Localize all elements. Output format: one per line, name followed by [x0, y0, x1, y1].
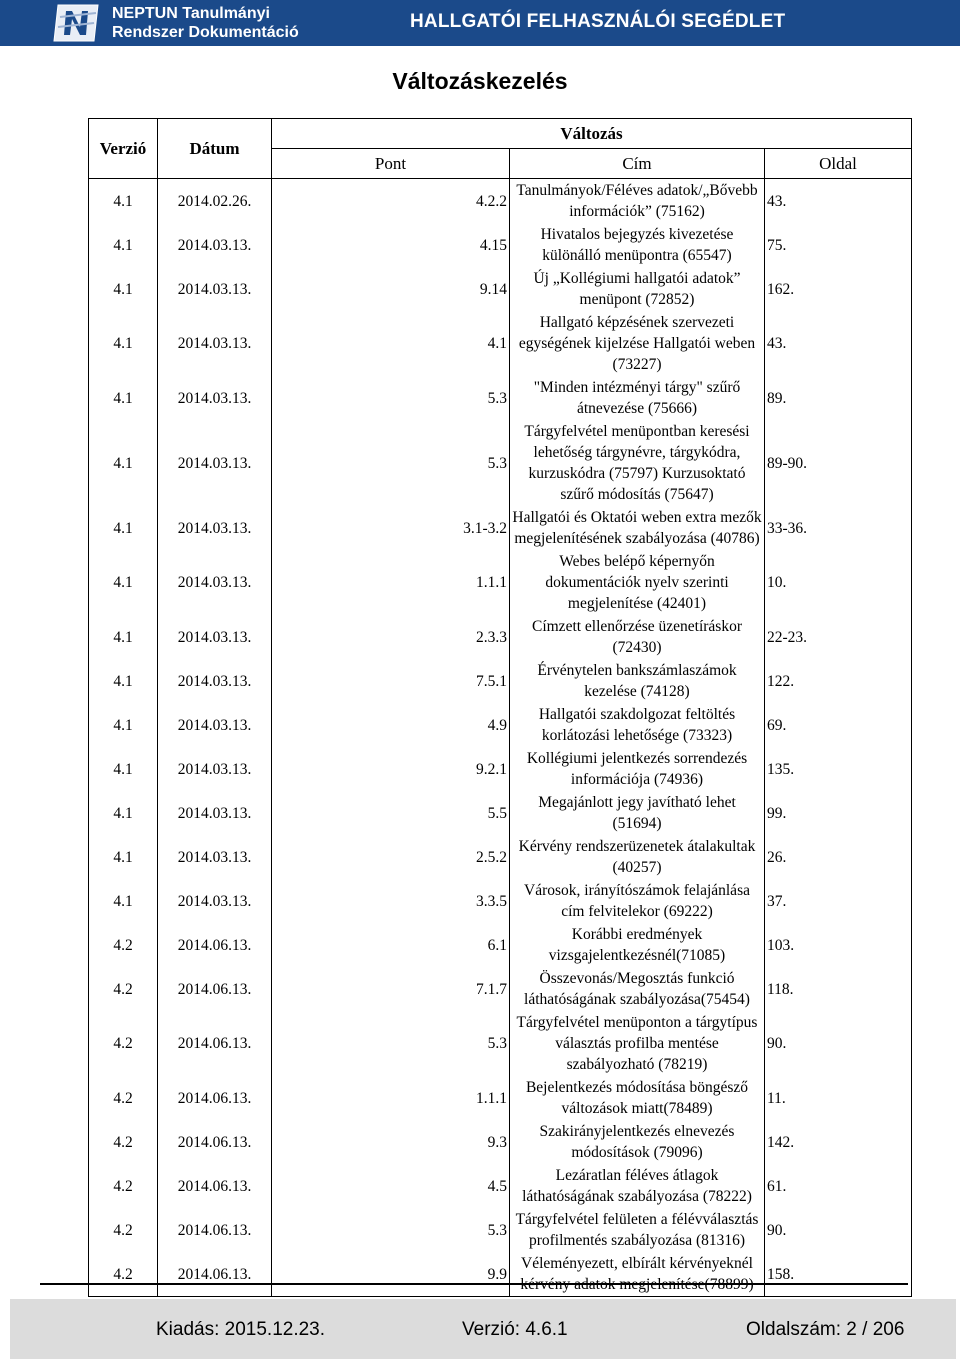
- row-point: 5.5: [272, 791, 510, 835]
- row-version: 4.1: [89, 615, 158, 659]
- row-title: Hallgatói és Oktatói weben extra mezők megjelenítésének szabályozása (40786): [510, 506, 765, 550]
- row-date: 2014.03.13.: [158, 659, 272, 703]
- row-title: "Minden intézményi tárgy" szűrő átnevezése (75666): [510, 376, 765, 420]
- row-page: 43.: [765, 311, 912, 376]
- row-page: 135.: [765, 747, 912, 791]
- row-version: 4.1: [89, 179, 158, 224]
- row-date: 2014.06.13.: [158, 1252, 272, 1297]
- table-row: [89, 420, 912, 506]
- row-title: Hallgatói szakdolgozat feltöltés korlátozási lehetősége (73323): [510, 703, 765, 747]
- row-version: 4.1: [89, 506, 158, 550]
- row-date: 2014.03.13.: [158, 550, 272, 615]
- row-title: Lezáratlan féléves átlagok láthatóságának szabályozása (78222): [510, 1164, 765, 1208]
- row-date: 2014.06.13.: [158, 967, 272, 1011]
- row-title: Városok, irányítószámok felajánlása cím felvitelekor (69222): [510, 879, 765, 923]
- row-page: 89-90.: [765, 420, 912, 506]
- row-page: 26.: [765, 835, 912, 879]
- row-point: 4.2.2: [272, 179, 510, 224]
- table-row: [89, 267, 912, 311]
- row-date: 2014.06.13.: [158, 1011, 272, 1076]
- row-date: 2014.03.13.: [158, 703, 272, 747]
- row-version: 4.1: [89, 747, 158, 791]
- header-point: Pont: [272, 149, 510, 179]
- row-page: 90.: [765, 1011, 912, 1076]
- table-row: [89, 550, 912, 615]
- row-title: Új „Kollégiumi hallgatói adatok” menüpont (72852): [510, 267, 765, 311]
- row-page: 99.: [765, 791, 912, 835]
- row-date: 2014.03.13.: [158, 615, 272, 659]
- row-point: 6.1: [272, 923, 510, 967]
- row-version: 4.2: [89, 967, 158, 1011]
- row-page: 118.: [765, 967, 912, 1011]
- row-page: 90.: [765, 1208, 912, 1252]
- row-version: 4.2: [89, 1208, 158, 1252]
- header-change: Változás: [272, 119, 912, 149]
- row-title: Érvénytelen bankszámlaszámok kezelése (74128): [510, 659, 765, 703]
- table-row: [89, 376, 912, 420]
- row-date: 2014.02.26.: [158, 179, 272, 224]
- row-version: 4.1: [89, 879, 158, 923]
- table-row: [89, 1011, 912, 1076]
- row-point: 9.2.1: [272, 747, 510, 791]
- page-title: Változáskezelés: [392, 68, 568, 94]
- row-point: 4.1: [272, 311, 510, 376]
- row-version: 4.1: [89, 703, 158, 747]
- neptun-logo-icon: [52, 3, 100, 43]
- row-date: 2014.03.13.: [158, 376, 272, 420]
- row-title: Címzett ellenőrzése üzenetíráskor (72430): [510, 615, 765, 659]
- row-title: Megajánlott jegy javítható lehet (51694): [510, 791, 765, 835]
- change-log-body: [89, 179, 912, 1297]
- header-page: Oldal: [765, 149, 912, 179]
- row-title: Szakirányjelentkezés elnevezés módosítások (79096): [510, 1120, 765, 1164]
- table-row: [89, 747, 912, 791]
- row-version: 4.1: [89, 420, 158, 506]
- header-date: Dátum: [158, 119, 272, 179]
- page-number: Oldalszám: 2 / 206: [746, 1319, 905, 1340]
- row-point: 7.1.7: [272, 967, 510, 1011]
- row-point: 3.1-3.2: [272, 506, 510, 550]
- row-page: 158.: [765, 1252, 912, 1297]
- row-point: 2.3.3: [272, 615, 510, 659]
- table-row: [89, 506, 912, 550]
- row-version: 4.1: [89, 791, 158, 835]
- page-footer: [10, 1299, 956, 1359]
- row-date: 2014.03.13.: [158, 835, 272, 879]
- row-title: Tárgyfelvétel menüponton a tárgytípus választás profilba mentése szabályozható (78219): [510, 1011, 765, 1076]
- row-point: 4.15: [272, 223, 510, 267]
- row-date: 2014.03.13.: [158, 879, 272, 923]
- row-title: Webes belépő képernyőn dokumentációk nyelv szerinti megjelenítése (42401): [510, 550, 765, 615]
- footer-divider: [40, 1283, 908, 1285]
- row-version: 4.1: [89, 835, 158, 879]
- row-point: 4.5: [272, 1164, 510, 1208]
- row-point: 7.5.1: [272, 659, 510, 703]
- document-title: HALLGATÓI FELHASZNÁLÓI SEGÉDLET: [410, 11, 786, 32]
- row-date: 2014.03.13.: [158, 311, 272, 376]
- row-point: 4.9: [272, 703, 510, 747]
- row-date: 2014.06.13.: [158, 1164, 272, 1208]
- row-version: 4.2: [89, 923, 158, 967]
- row-page: 75.: [765, 223, 912, 267]
- row-date: 2014.06.13.: [158, 1076, 272, 1120]
- row-point: 1.1.1: [272, 1076, 510, 1120]
- row-version: 4.1: [89, 223, 158, 267]
- row-title: Összevonás/Megosztás funkció láthatóságának szabályozása(75454): [510, 967, 765, 1011]
- row-title: Hallgató képzésének szervezeti egységének kijelzése Hallgatói weben (73227): [510, 311, 765, 376]
- row-page: 162.: [765, 267, 912, 311]
- row-date: 2014.03.13.: [158, 267, 272, 311]
- row-point: 5.3: [272, 420, 510, 506]
- table-row: [89, 223, 912, 267]
- row-point: 9.3: [272, 1120, 510, 1164]
- table-row: [89, 1120, 912, 1164]
- row-title: Tárgyfelvétel menüpontban keresési lehetőség tárgynévre, tárgykódra, kurzuskódra (75797) Kurzusoktató szűrő módosítás (75647): [510, 420, 765, 506]
- row-point: 9.14: [272, 267, 510, 311]
- page-header: [0, 0, 960, 46]
- table-row: [89, 179, 912, 224]
- table-row: [89, 791, 912, 835]
- row-version: 4.2: [89, 1252, 158, 1297]
- row-version: 4.2: [89, 1076, 158, 1120]
- row-title: Korábbi eredmények vizsgajelentkezésnél(71085): [510, 923, 765, 967]
- table-row: [89, 879, 912, 923]
- row-date: 2014.06.13.: [158, 923, 272, 967]
- version-label: Verzió: 4.6.1: [462, 1319, 568, 1340]
- row-point: 3.3.5: [272, 879, 510, 923]
- row-page: 69.: [765, 703, 912, 747]
- row-version: 4.1: [89, 659, 158, 703]
- brand-title: NEPTUN Tanulmányi Rendszer Dokumentáció: [112, 5, 299, 41]
- row-page: 122.: [765, 659, 912, 703]
- row-title: Kollégiumi jelentkezés sorrendezés információja (74936): [510, 747, 765, 791]
- issue-date: Kiadás: 2015.12.23.: [156, 1319, 326, 1340]
- table-row: [89, 1076, 912, 1120]
- row-title: Bejelentkezés módosítása böngésző változások miatt(78489): [510, 1076, 765, 1120]
- row-version: 4.1: [89, 311, 158, 376]
- row-title: Hivatalos bejegyzés kivezetése különálló menüpontra (65547): [510, 223, 765, 267]
- table-row: [89, 967, 912, 1011]
- row-title: Tanulmányok/Féléves adatok/„Bővebb információk” (75162): [510, 179, 765, 224]
- row-page: 43.: [765, 179, 912, 224]
- table-row: [89, 923, 912, 967]
- row-point: 5.3: [272, 1208, 510, 1252]
- row-title: Véleményezett, elbírált kérvényeknél kérvény adatok megjelenítése(78899): [510, 1252, 765, 1297]
- row-page: 89.: [765, 376, 912, 420]
- table-row: [89, 1252, 912, 1297]
- table-row: [89, 703, 912, 747]
- row-date: 2014.06.13.: [158, 1208, 272, 1252]
- row-version: 4.2: [89, 1011, 158, 1076]
- header-version: Verzió: [89, 119, 158, 179]
- row-page: 37.: [765, 879, 912, 923]
- row-version: 4.1: [89, 550, 158, 615]
- row-version: 4.1: [89, 376, 158, 420]
- row-page: 33-36.: [765, 506, 912, 550]
- row-page: 22-23.: [765, 615, 912, 659]
- row-date: 2014.03.13.: [158, 791, 272, 835]
- row-date: 2014.03.13.: [158, 506, 272, 550]
- row-page: 11.: [765, 1076, 912, 1120]
- row-version: 4.2: [89, 1120, 158, 1164]
- row-title: Kérvény rendszerüzenetek átalakultak (40257): [510, 835, 765, 879]
- row-page: 103.: [765, 923, 912, 967]
- row-date: 2014.06.13.: [158, 1120, 272, 1164]
- row-page: 10.: [765, 550, 912, 615]
- change-log-table: [88, 118, 912, 1297]
- row-point: 5.3: [272, 1011, 510, 1076]
- row-point: 5.3: [272, 376, 510, 420]
- table-row: [89, 311, 912, 376]
- table-row: [89, 615, 912, 659]
- table-row: [89, 1208, 912, 1252]
- table-row: [89, 835, 912, 879]
- row-version: 4.1: [89, 267, 158, 311]
- row-page: 142.: [765, 1120, 912, 1164]
- row-point: 1.1.1: [272, 550, 510, 615]
- table-row: [89, 1164, 912, 1208]
- table-row: [89, 659, 912, 703]
- row-version: 4.2: [89, 1164, 158, 1208]
- row-date: 2014.03.13.: [158, 223, 272, 267]
- row-point: 2.5.2: [272, 835, 510, 879]
- row-page: 61.: [765, 1164, 912, 1208]
- header-title: Cím: [510, 149, 765, 179]
- row-title: Tárgyfelvétel felületen a félévválasztás profilmentés szabályozása (81316): [510, 1208, 765, 1252]
- row-point: 9.9: [272, 1252, 510, 1297]
- row-date: 2014.03.13.: [158, 747, 272, 791]
- row-date: 2014.03.13.: [158, 420, 272, 506]
